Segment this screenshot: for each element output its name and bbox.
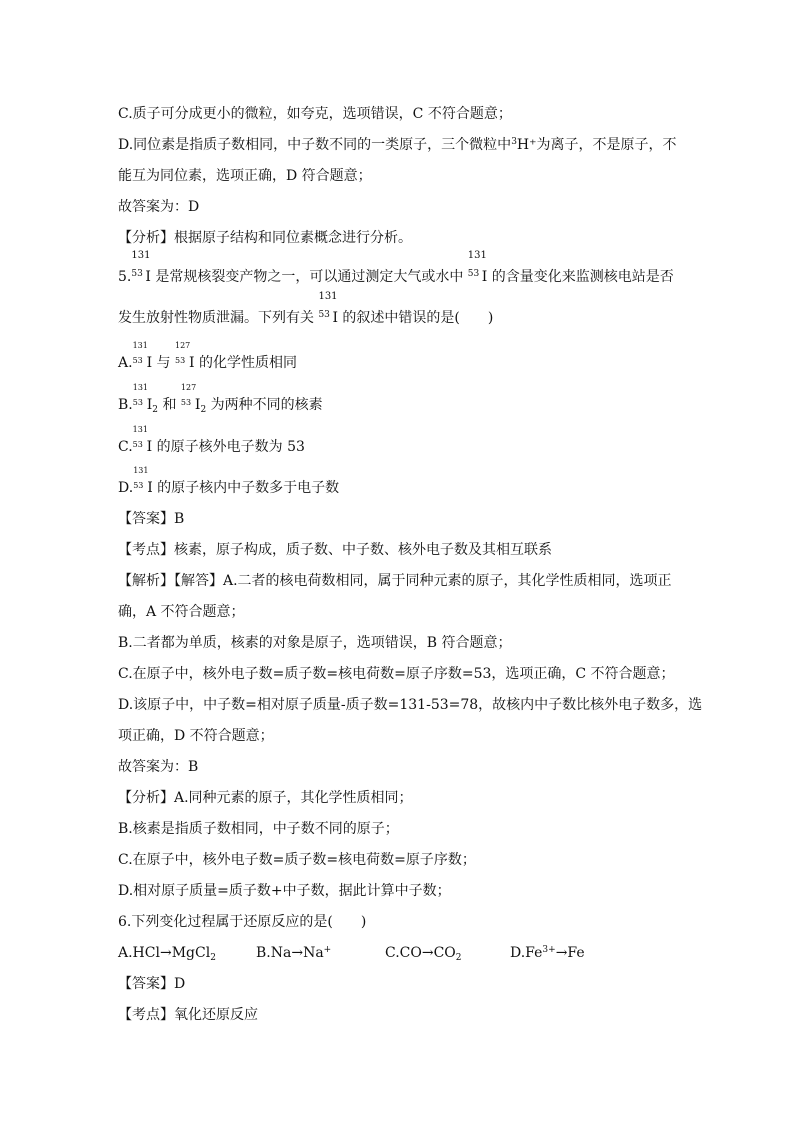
question-5-stem: 发生放射性物质泄漏。下列有关 131 53 I 的叙述中错误的是( ) — [118, 291, 494, 326]
option-a: A.HCl→MgCl$_2$ — [118, 945, 216, 963]
option-c: C. 131 53 I 的原子核外电子数为 53 — [118, 425, 305, 455]
explanation-line: B.二者都为单质，核素的对象是原子，选项错误，B 符合题意； — [118, 635, 512, 651]
isotope-i127: 127 53 I — [180, 383, 201, 413]
analysis-line: D.相对原子质量=质子数+中子数，据此计算中子数； — [118, 883, 451, 899]
question-6-stem: 6.下列变化过程属于还原反应的是( ) — [118, 914, 367, 930]
text-line: C.质子可分成更小的微粒，如夸克，选项错误，C 不符合题意； — [118, 106, 512, 122]
option-d: D. 131 53 I 的原子核内中子数多于电子数 — [118, 466, 340, 496]
answer-line: 【答案】D — [118, 976, 186, 992]
explanation-line: 确，A 不符合题意； — [118, 604, 245, 620]
option-a: A. 131 53 I 与 127 53 I 的化学性质相同 — [118, 341, 297, 371]
text-line: 能互为同位素，选项正确，D 符合题意； — [118, 168, 372, 184]
isotope-i131: 131 53 I — [132, 425, 153, 455]
knowledge-point: 【考点】核素，原子构成，质子数、中子数、核外电子数及其相互联系 — [118, 542, 552, 558]
isotope-i131: 131 53 I — [133, 466, 153, 496]
answer-line: 【答案】B — [118, 511, 185, 527]
isotope-i131: 131 53 I — [132, 341, 153, 371]
isotope-i131: 131 53 I — [318, 291, 338, 326]
question-5-stem: 5. 131 53 I 是常规核裂变产物之一，可以通过测定大气或水中 131 53 I 的含量变化来监测核电站是否 — [118, 250, 674, 285]
text-line: D.同位素是指质子数相同，中子数不同的一类原子，三个微粒中$^3$H⁺为离子，不是原子，不 — [118, 137, 677, 153]
analysis-line: 【分析】A.同种元素的原子，其化学性质相同； — [118, 790, 413, 806]
explanation-line: 【解析】【解答】A.二者的核电荷数相同，属于同种元素的原子，其化学性质相同，选项正 — [118, 573, 672, 589]
option-b: B.Na→Na+ — [256, 945, 332, 961]
explanation-line: D.该原子中，中子数=相对原子质量-质子数=131-53=78，故核内中子数比核外电子数多，选 — [118, 697, 703, 713]
isotope-i131: 131 53 I — [132, 383, 153, 413]
option-c: $C.CO\to CO_2$ — [385, 945, 462, 963]
isotope-i131: 131 53 I — [131, 250, 151, 285]
question-6-options — [118, 943, 678, 963]
isotope-i127: 127 53 I — [175, 341, 195, 371]
analysis-line: C.在原子中，核外电子数=质子数=核电荷数=原子序数； — [118, 852, 476, 868]
isotope-i131: 131 53 I — [467, 250, 488, 285]
option-d: $D.Fe^{3+}\to Fe$ — [510, 945, 585, 961]
knowledge-point: 【考点】氧化还原反应 — [118, 1007, 258, 1023]
text-line: 故答案为：D — [118, 199, 200, 215]
final-answer: 故答案为：B — [118, 759, 199, 775]
analysis-line: 【分析】根据原子结构和同位素概念进行分析。 — [118, 230, 412, 246]
explanation-line: 项正确，D 不符合题意； — [118, 728, 274, 744]
analysis-line: B.核素是指质子数相同，中子数不同的原子； — [118, 821, 399, 837]
explanation-line: C.在原子中，核外电子数=质子数=核电荷数=原子序数=53，选项正确，C 不符合题意； — [118, 666, 675, 682]
option-b: B. 131 53 $I_2$ 和 127 53 $I_2$ 为两种不同的核素 — [118, 383, 323, 415]
